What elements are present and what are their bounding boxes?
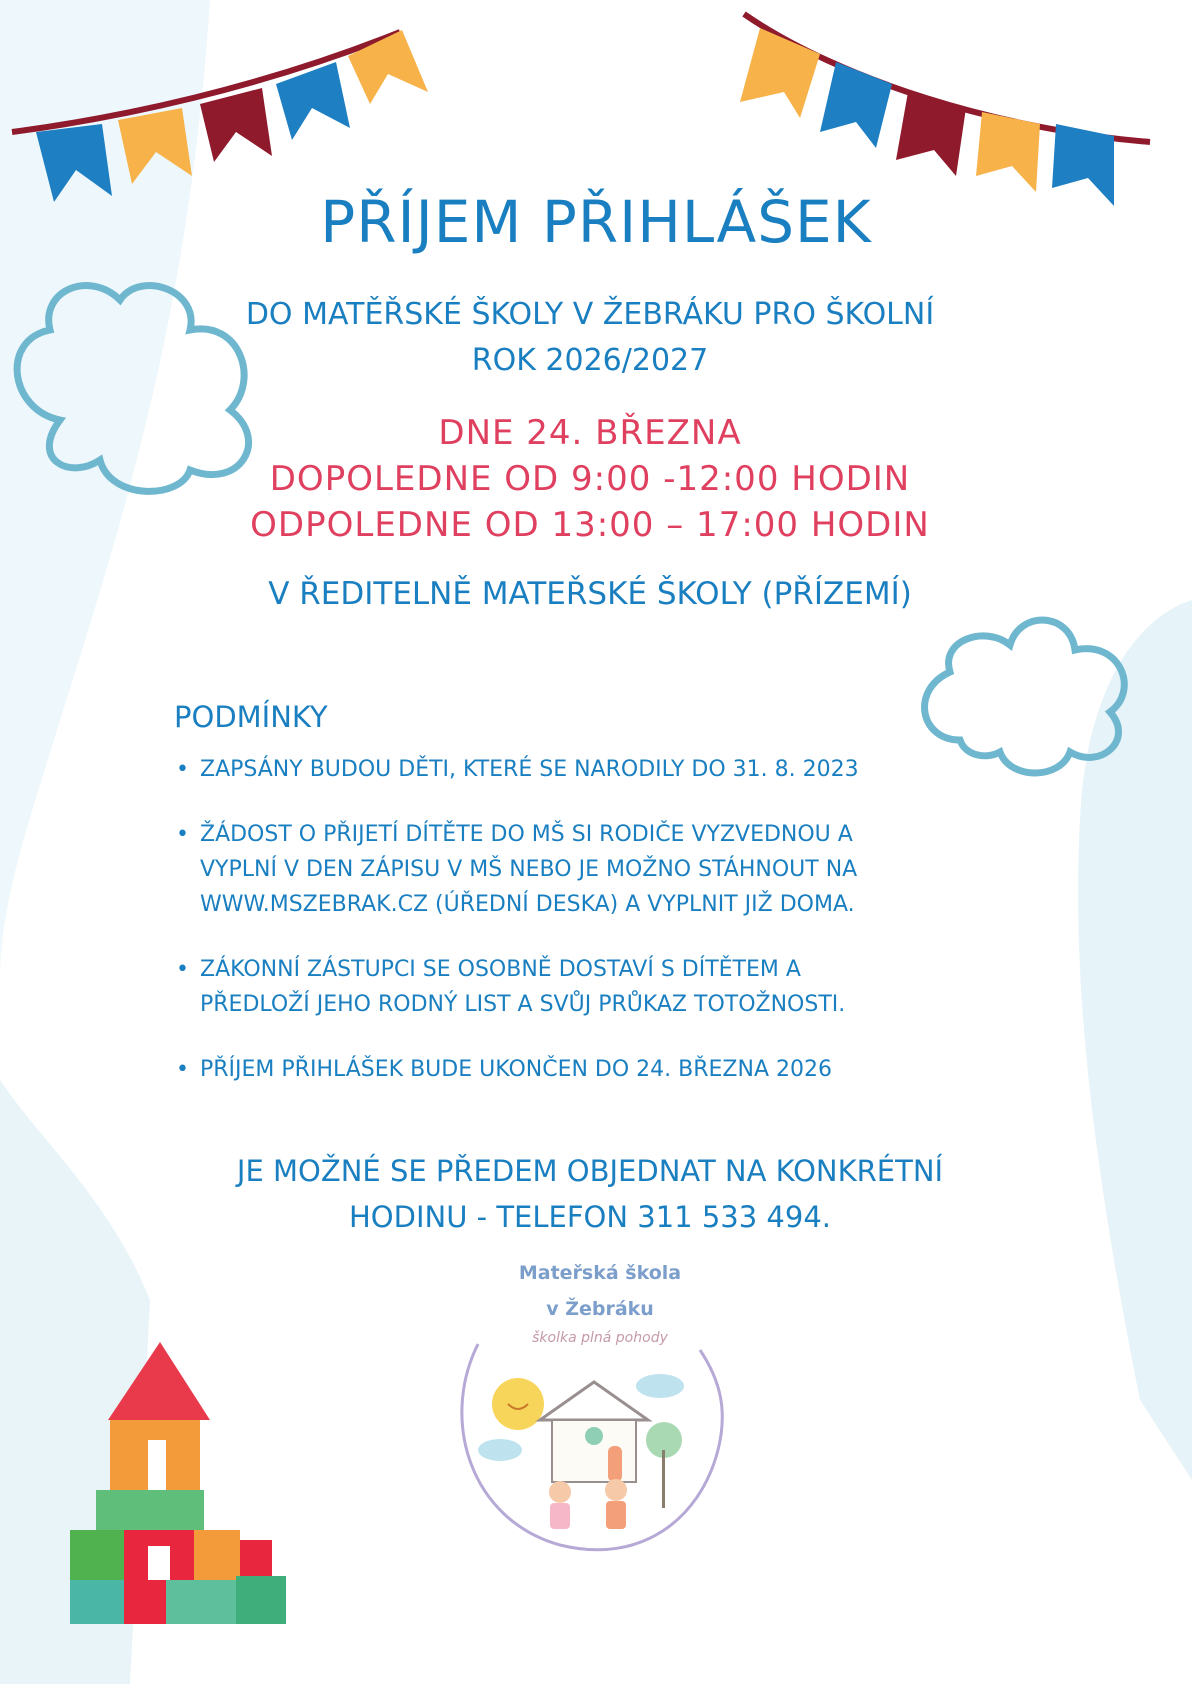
conditions-heading: PODMÍNKY	[174, 700, 328, 734]
bullet-icon: •	[176, 757, 189, 782]
bullet-icon: •	[176, 822, 189, 847]
list-item	[174, 952, 1024, 1022]
list-item-text: WWW.MSZEBRAK.CZ (ÚŘEDNÍ DESKA) A VYPLNIT JIŽ DOMA.	[200, 892, 855, 917]
list-item	[174, 817, 1024, 922]
list-item-text: VYPLNÍ V DEN ZÁPISU V MŠ NEBO JE MOŽNO STÁHNOUT NA	[200, 857, 858, 882]
logo-name: Mateřská škola	[518, 1262, 682, 1284]
list-item-text: ŽÁDOST O PŘIJETÍ DÍTĚTE DO MŠ SI RODIČE VYZVEDNOU A	[200, 822, 853, 847]
list-item-text: ZÁKONNÍ ZÁSTUPCI SE OSOBNĚ DOSTAVÍ S DÍTĚTEM A	[200, 957, 801, 982]
bunting-flags-right	[740, 14, 1150, 206]
logo-tagline: školka plná pohody	[532, 1330, 668, 1346]
bullet-icon: •	[176, 1057, 189, 1082]
afternoon-hours: ODPOLEDNE OD 13:00 – 17:00 HODIN	[250, 505, 930, 545]
list-item	[174, 752, 1024, 787]
kindergarten-logo	[462, 1344, 722, 1550]
appointment-note	[150, 1148, 1030, 1240]
location: V ŘEDITELNĚ MATEŘSKÉ ŠKOLY (PŘÍZEMÍ)	[268, 576, 912, 612]
conditions-list	[174, 752, 1024, 1117]
appointment-line: JE MOŽNÉ SE PŘEDEM OBJEDNAT NA KONKRÉTNÍ	[236, 1154, 944, 1188]
list-item	[174, 1052, 1024, 1087]
appointment-line: HODINU - TELEFON 311 533 494.	[349, 1200, 831, 1234]
enrollment-date-block	[150, 410, 1030, 548]
logo-place: v Žebráku	[546, 1298, 654, 1320]
subtitle	[150, 292, 1030, 384]
list-item-text: PŘEDLOŽÍ JEHO RODNÝ LIST A SVŮJ PRŮKAZ TOTOŽNOSTI.	[200, 992, 846, 1017]
list-item-text: ZAPSÁNY BUDOU DĚTI, KTERÉ SE NARODILY DO 31. 8. 2023	[200, 757, 859, 782]
bullet-icon: •	[176, 957, 189, 982]
page-title: PŘÍJEM PŘIHLÁŠEK	[320, 188, 872, 256]
subtitle-line: ROK 2026/2027	[471, 343, 709, 378]
enrollment-date: DNE 24. BŘEZNA	[438, 413, 742, 453]
subtitle-line: DO MATĚŘSKÉ ŠKOLY V ŽEBRÁKU PRO ŠKOLNÍ	[245, 297, 935, 332]
list-item-text: PŘÍJEM PŘIHLÁŠEK BUDE UKONČEN DO 24. BŘEZNA 2026	[200, 1057, 832, 1082]
morning-hours: DOPOLEDNE OD 9:00 -12:00 HODIN	[269, 459, 911, 499]
